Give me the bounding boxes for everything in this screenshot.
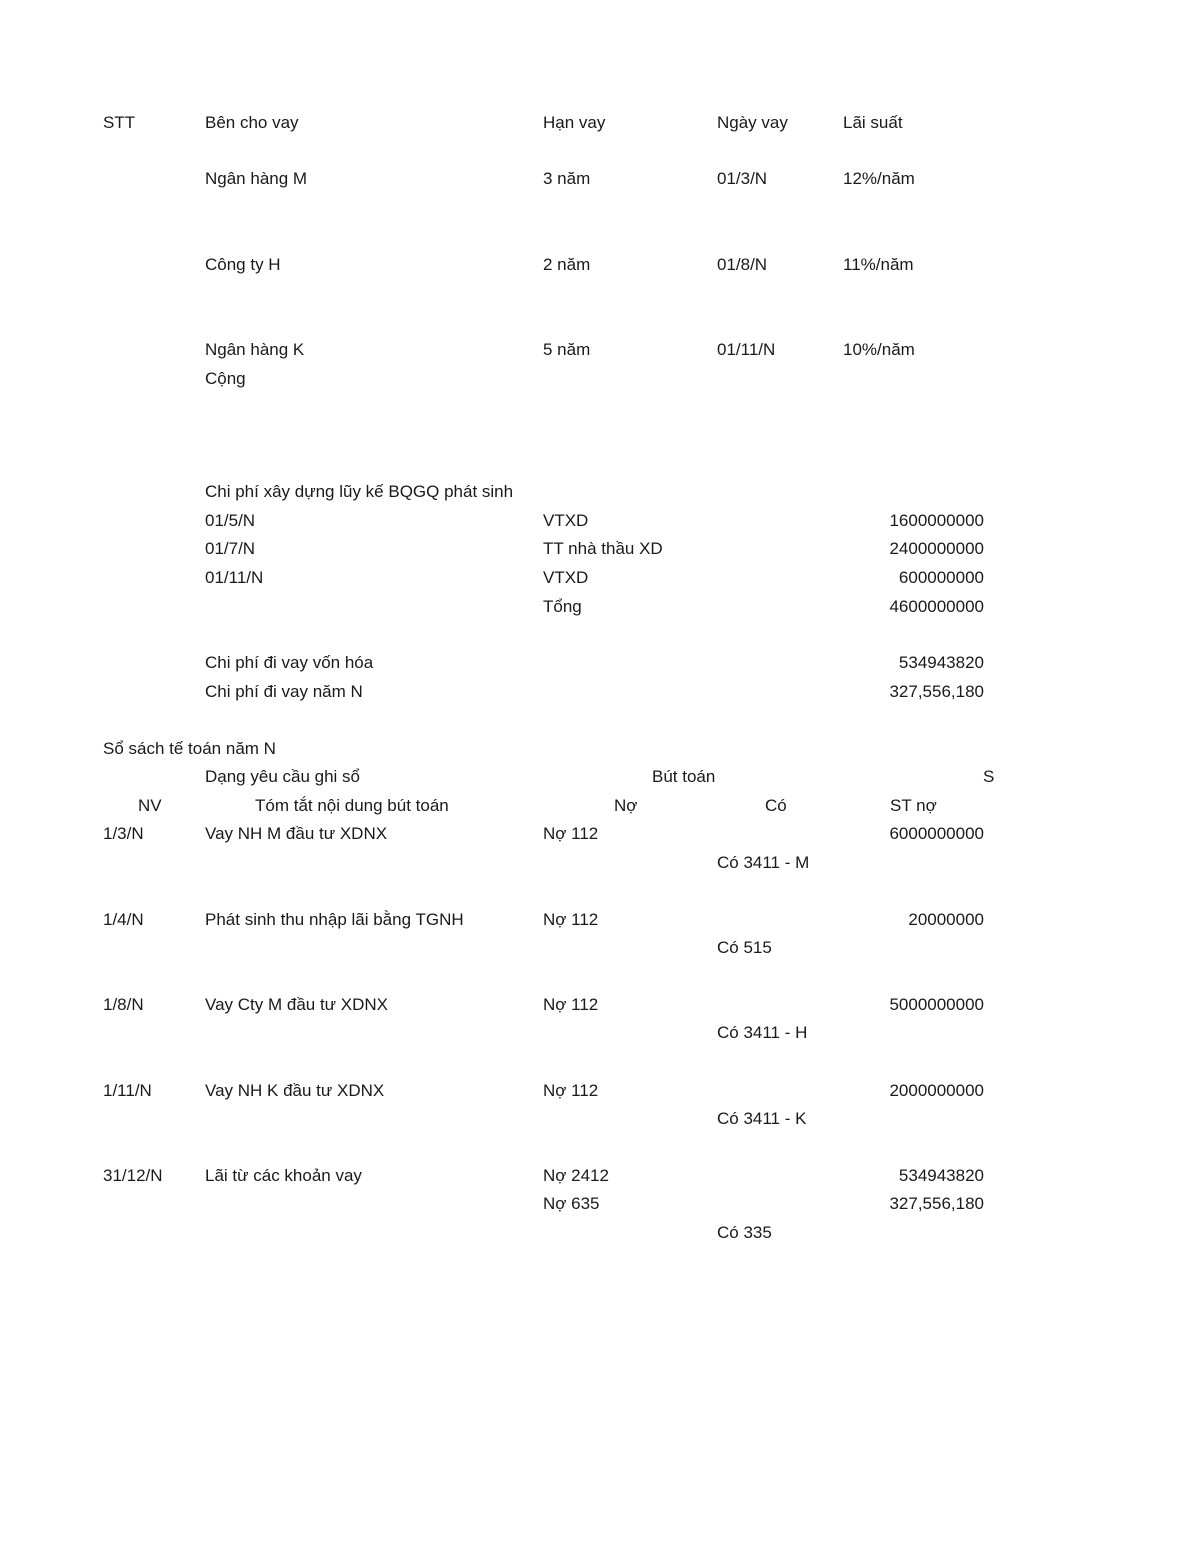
loan-rate: 12%/năm [843,169,915,188]
loan-date: 01/8/N [717,255,768,274]
loan-date: 01/11/N [717,340,776,359]
loan-term: 3 năm [543,169,591,188]
final-entry-amount-2: 327,556,180 [889,1194,984,1213]
loan-date: 01/3/N [717,169,768,188]
entry-debit: Nợ 112 [543,910,599,929]
cost-date: 01/5/N [205,511,256,530]
cost-desc: VTXD [543,511,589,530]
col-summary: Tóm tắt nội dung bút toán [255,796,449,815]
entry-amount: 6000000000 [889,824,984,843]
entry-nv: 1/11/N [103,1081,152,1100]
cost-amount: 1600000000 [889,511,984,530]
entry-credit: Có 3411 - M [717,853,810,872]
col-credit: Có [765,796,787,815]
final-entry-credit: Có 335 [717,1223,772,1242]
cost-amount: 2400000000 [889,539,984,558]
loan-lender: Công ty H [205,255,281,274]
cost-amount: 600000000 [898,568,984,587]
entry-nv: 1/4/N [103,910,144,929]
final-entry-amount-1: 534943820 [898,1166,984,1185]
entry-nv: 1/8/N [103,995,144,1014]
entry-amount: 2000000000 [889,1081,984,1100]
cost-date: 01/11/N [205,568,264,587]
loan-rate: 11%/năm [843,255,914,274]
entry-credit: Có 515 [717,938,772,957]
capitalized-cost-label: Chi phí đi vay vốn hóa [205,653,374,672]
loan-term: 2 năm [543,255,591,274]
col-debit-amount: ST nợ [890,796,937,815]
year-cost-amount: 327,556,180 [889,682,984,701]
col-debit: Nợ [614,796,638,815]
ledger-group-entry: Bút toán [652,767,716,786]
final-entry-summary: Lãi từ các khoản vay [205,1166,362,1185]
final-entry-nv: 31/12/N [103,1166,163,1185]
entry-summary: Vay Cty M đầu tư XDNX [205,995,389,1014]
entry-summary: Vay NH K đầu tư XDNX [205,1081,385,1100]
header-term: Hạn vay [543,113,606,132]
header-lender: Bên cho vay [205,113,299,132]
entry-credit: Có 3411 - K [717,1109,807,1128]
loan-lender: Ngân hàng M [205,169,308,188]
entry-debit: Nợ 112 [543,1081,599,1100]
entry-nv: 1/3/N [103,824,144,843]
final-entry-debit-2: Nợ 635 [543,1194,600,1213]
cost-desc: TT nhà thầu XD [543,539,663,558]
entry-debit: Nợ 112 [543,824,599,843]
loans-total-label: Cộng [205,369,246,388]
cost-desc: VTXD [543,568,589,587]
capitalized-cost-amount: 534943820 [898,653,984,672]
entry-credit: Có 3411 - H [717,1023,808,1042]
entry-amount: 5000000000 [889,995,984,1014]
entry-debit: Nợ 112 [543,995,599,1014]
header-date: Ngày vay [717,113,788,132]
loan-lender: Ngân hàng K [205,340,305,359]
entry-summary: Vay NH M đầu tư XDNX [205,824,388,843]
ledger-title: Sổ sách tế toán năm N [103,739,276,758]
loan-term: 5 năm [543,340,591,359]
entry-amount: 20000000 [908,910,984,929]
final-entry-debit-1: Nợ 2412 [543,1166,609,1185]
year-cost-label: Chi phí đi vay năm N [205,682,363,701]
ledger-group-cut: S [983,767,995,786]
construction-title: Chi phí xây dựng lũy kế BQGQ phát sinh [205,482,514,501]
header-rate: Lãi suất [843,113,903,132]
col-nv: NV [138,796,162,815]
loan-rate: 10%/năm [843,340,915,359]
cost-total-label: Tổng [543,597,582,616]
ledger-group-request: Dạng yêu cầu ghi sổ [205,767,360,786]
cost-date: 01/7/N [205,539,256,558]
header-stt: STT [103,113,136,132]
entry-summary: Phát sinh thu nhập lãi bằng TGNH [205,910,464,929]
cost-total-amount: 4600000000 [889,597,984,616]
